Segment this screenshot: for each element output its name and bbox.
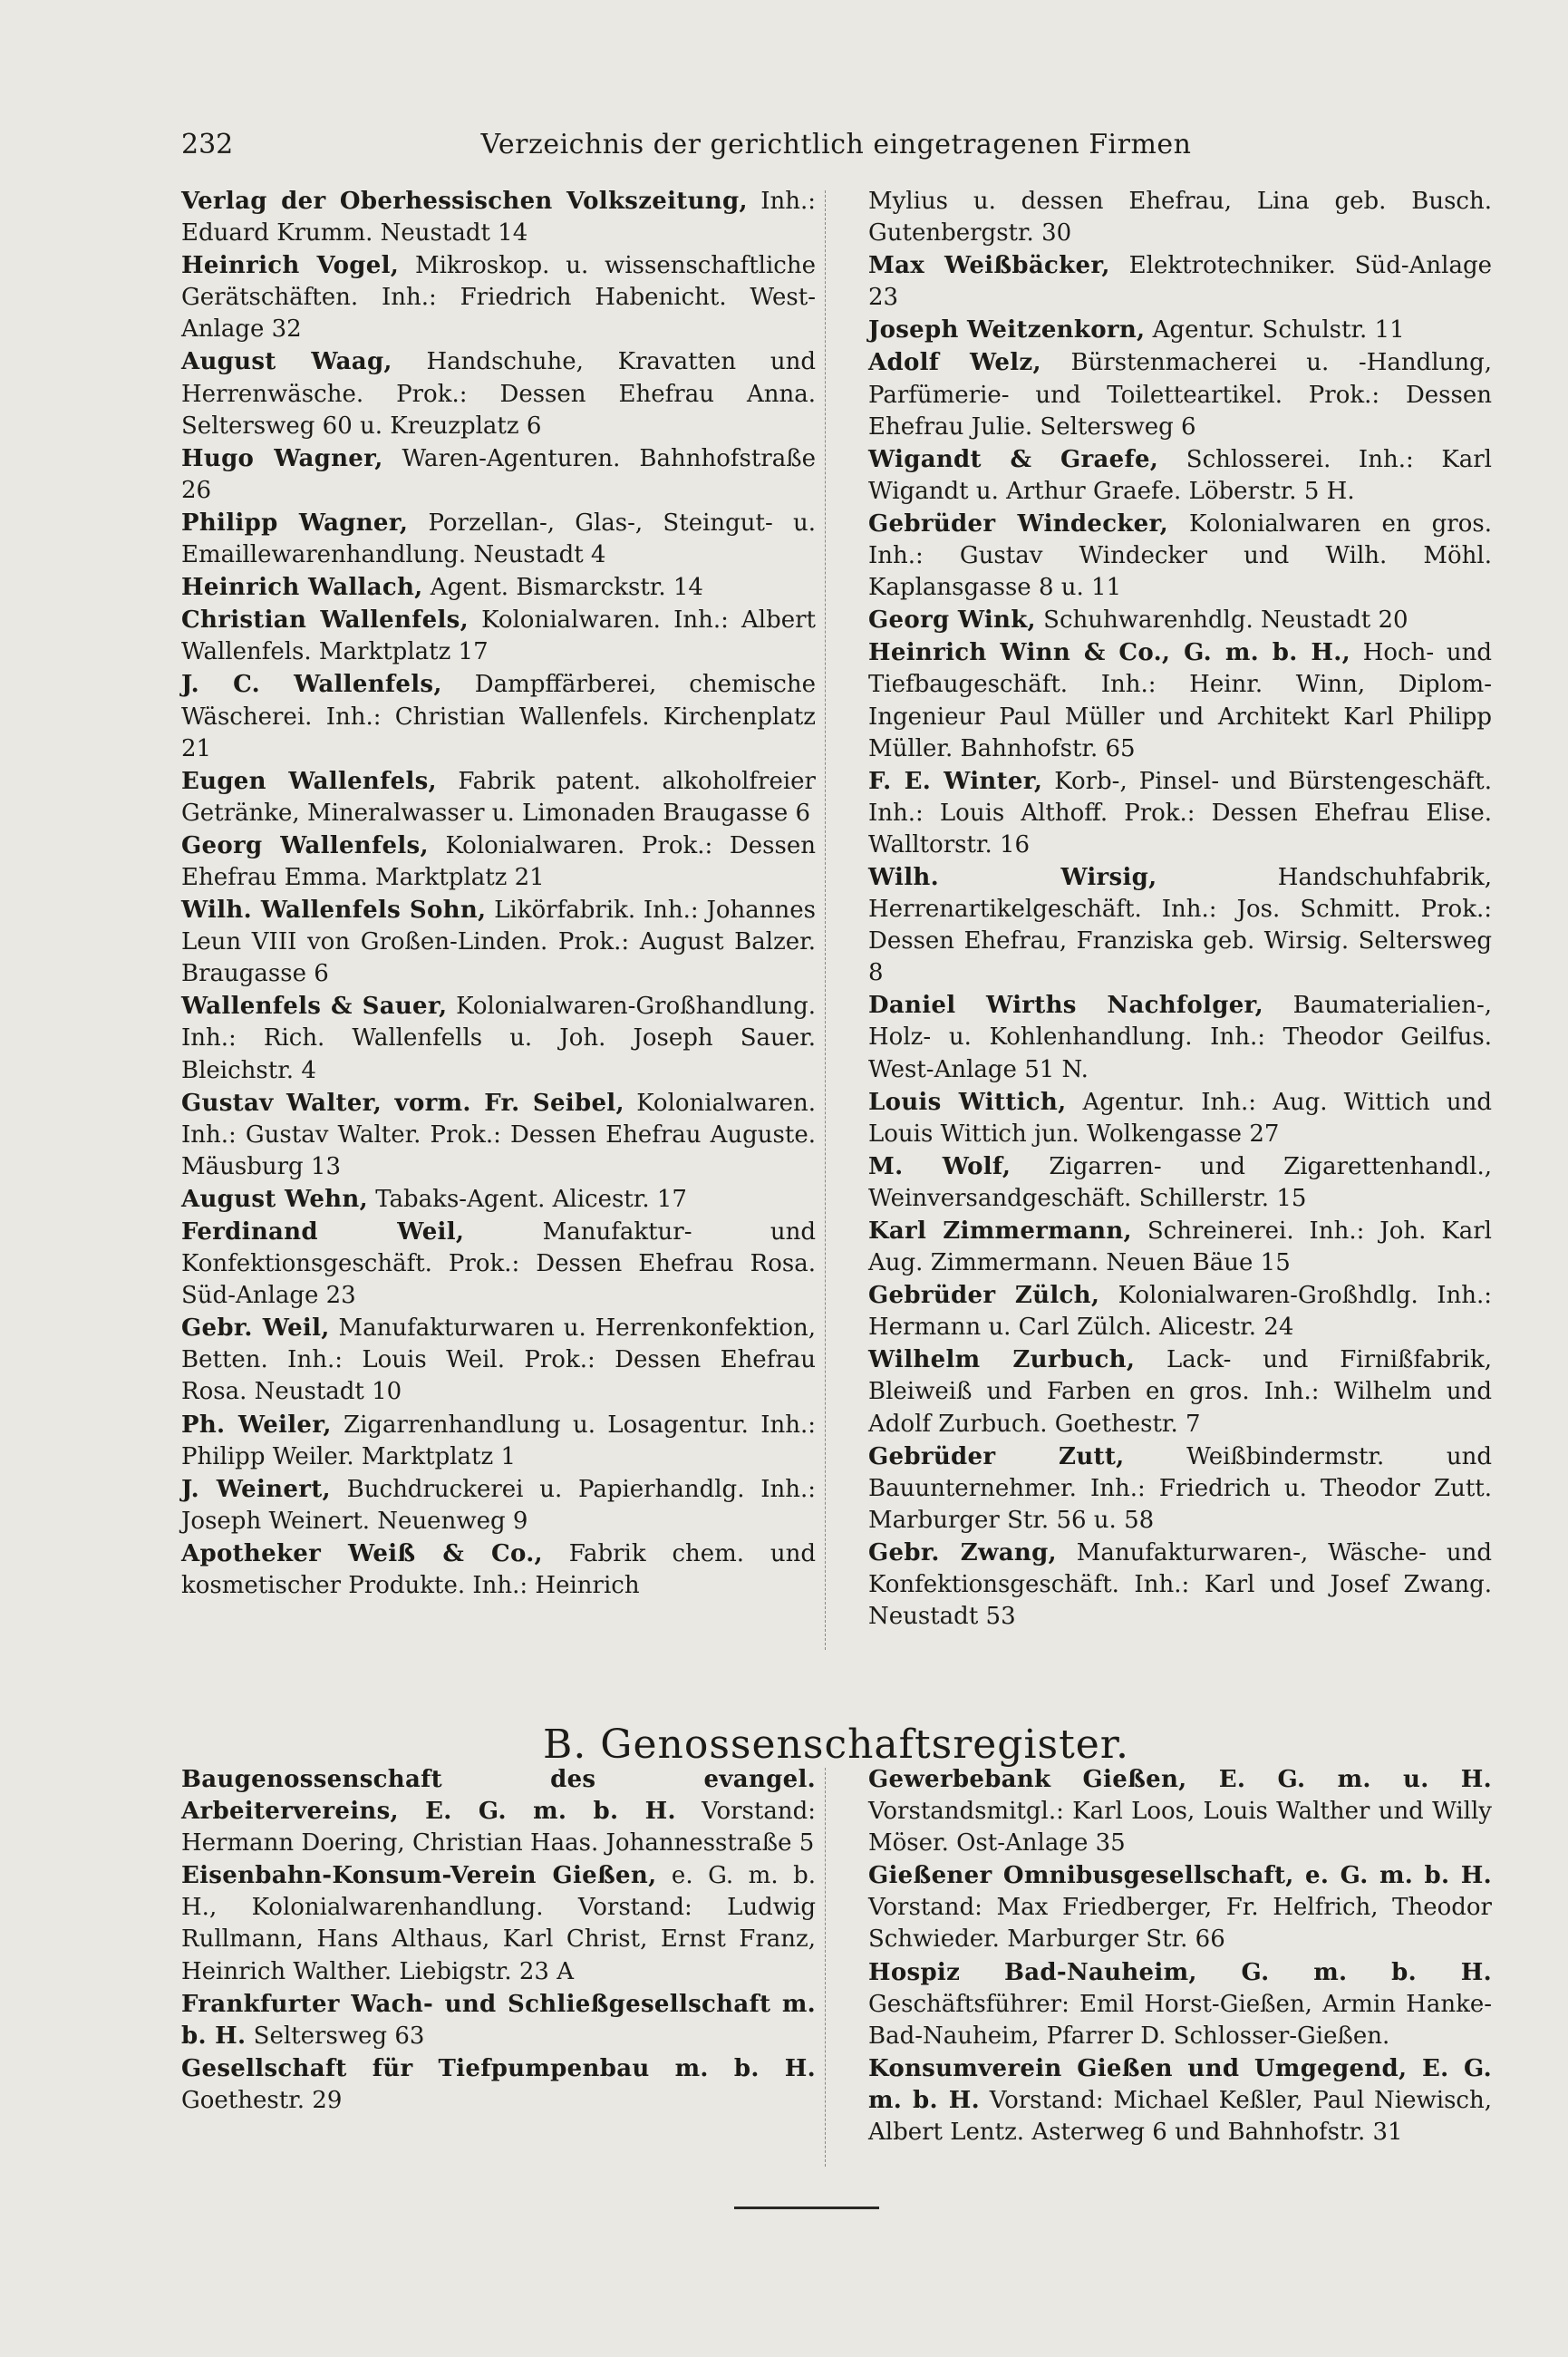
firm-details: Tabaks-Agent. Alicestr. 17 bbox=[367, 1185, 687, 1213]
firm-details: Mikroskop. u. wissenschaftliche Gerätschäften. Inh.: Friedrich Habenicht. West-Anlage 32 bbox=[181, 252, 817, 344]
firm-name: Heinrich Vogel, bbox=[181, 252, 400, 280]
firm-name: Eugen Wallenfels, bbox=[181, 767, 437, 795]
directory-entry bbox=[868, 990, 1492, 1085]
firm-details: Manufakturwaren u. Herrenkonfektion, Betten. Inh.: Louis Weil. Prok.: Dessen Ehefrau Rosa. Neustadt 10 bbox=[181, 1314, 816, 1406]
firm-name: Apotheker Weiß & Co., bbox=[181, 1539, 543, 1567]
section-b-right-column bbox=[868, 1764, 1492, 2149]
firm-details: Kolonialwaren. Prok.: Dessen Ehefrau Emma. Marktplatz 21 bbox=[181, 831, 816, 891]
section-a-right-column bbox=[868, 186, 1492, 1634]
section-b-heading: B. Genossenschaftsregister. bbox=[543, 1721, 1129, 1768]
firm-name: Karl Zimmermann, bbox=[868, 1217, 1132, 1245]
firm-name: August Waag, bbox=[181, 348, 392, 376]
firm-name: Gewerbebank Gießen, E. G. m. u. H. bbox=[868, 1766, 1492, 1793]
directory-entry bbox=[868, 1280, 1492, 1343]
firm-details: Geschäftsführer: Emil Horst-Gießen, Armin Hanke-Bad-Nauheim, Pfarrer D. Schlosser-Gießen. bbox=[868, 1990, 1492, 2050]
firm-details: Vorstandsmitgl.: Karl Loos, Louis Walther und Willy Möser. Ost-Anlage 35 bbox=[868, 1798, 1492, 1857]
firm-details: Fabrik patent. alkoholfreier Getränke, Mineralwasser u. Limonaden Braugasse 6 bbox=[181, 767, 816, 827]
directory-entry bbox=[868, 250, 1492, 314]
firm-details: Agentur. Inh.: Aug. Wittich und Louis Wittich jun. Wolkengasse 27 bbox=[868, 1088, 1492, 1148]
directory-entry bbox=[181, 572, 816, 604]
directory-entry bbox=[868, 1216, 1492, 1279]
running-title: Verzeichnis der gerichtlich eingetragenen Firmen bbox=[480, 129, 1192, 160]
firm-name: F. E. Winter, bbox=[868, 767, 1043, 795]
firm-name: Heinrich Wallach, bbox=[181, 574, 423, 602]
directory-entry bbox=[868, 1957, 1492, 2052]
directory-entry bbox=[181, 1989, 816, 2052]
firm-details: Goethestr. 29 bbox=[181, 2086, 343, 2114]
directory-entry bbox=[868, 2053, 1492, 2148]
column-divider bbox=[825, 190, 826, 1650]
firm-name: J. C. Wallenfels, bbox=[181, 671, 442, 699]
firm-name: Gebrüder Windecker, bbox=[868, 509, 1168, 538]
firm-details: Elektrotechniker. Süd-Anlage 23 bbox=[868, 252, 1492, 312]
firm-details: Baumaterialien-, Holz- u. Kohlenhandlung. Inh.: Theodor Geilfus. West-Anlage 51 N. bbox=[868, 992, 1492, 1083]
firm-name: Christian Wallenfels, bbox=[181, 606, 469, 635]
firm-details: Zigarrenhandlung u. Losagentur. Inh.: Philipp Weiler. Marktplatz 1 bbox=[181, 1411, 816, 1470]
firm-name: Gebrüder Zutt, bbox=[868, 1442, 1125, 1470]
directory-entry bbox=[181, 1764, 816, 1859]
directory-entry bbox=[868, 509, 1492, 604]
directory-entry bbox=[868, 1441, 1492, 1537]
directory-entry bbox=[181, 346, 816, 441]
directory-entry bbox=[868, 862, 1492, 989]
firm-details: Buchdruckerei u. Papierhandlg. Inh.: Joseph Weinert. Neuenweg 9 bbox=[181, 1475, 817, 1535]
firm-details: Waren-Agenturen. Bahnhofstraße 26 bbox=[181, 444, 816, 504]
firm-details: Agent. Bismarckstr. 14 bbox=[422, 574, 703, 602]
directory-entry bbox=[181, 508, 816, 571]
firm-details: Kolonialwaren-Großhandlung. Inh.: Rich. Wallenfells u. Joh. Joseph Sauer. Bleichstr. 4 bbox=[181, 993, 816, 1084]
firm-details: Mylius u. dessen Ehefrau, Lina geb. Busch. Gutenbergstr. 30 bbox=[868, 188, 1492, 247]
firm-details: Inh.: Eduard Krumm. Neustadt 14 bbox=[181, 188, 816, 247]
firm-name: Baugenossenschaft des evangel. Arbeitervereins, E. G. m. b. H. bbox=[181, 1766, 816, 1826]
firm-name: Eisenbahn-Konsum-Verein Gießen, bbox=[181, 1862, 657, 1890]
firm-details: Manufakturwaren-, Wäsche- und Konfektionsgeschäft. Inh.: Karl und Josef Zwang. Neustadt 53 bbox=[868, 1538, 1492, 1631]
firm-name: Hugo Wagner, bbox=[181, 444, 383, 472]
directory-entry bbox=[868, 186, 1492, 249]
directory-entry bbox=[868, 444, 1492, 508]
firm-name: Wallenfels & Sauer, bbox=[181, 993, 448, 1021]
firm-name: Georg Wink, bbox=[868, 606, 1036, 635]
firm-name: Wilh. Wallenfels Sohn, bbox=[181, 897, 487, 925]
firm-details: Schlosserei. Inh.: Karl Wigandt u. Arthur Graefe. Löberstr. 5 H. bbox=[868, 445, 1492, 505]
firm-details: Bürstenmacherei u. -Handlung, Parfümerie- und Toiletteartikel. Prok.: Dessen Ehefrau Julie. Seltersweg 6 bbox=[868, 349, 1492, 441]
firm-name: Gießener Omnibusgesellschaft, e. G. m. b. H. bbox=[868, 1862, 1492, 1890]
firm-name: Georg Wallenfels, bbox=[181, 831, 429, 859]
directory-entry bbox=[868, 1151, 1492, 1215]
firm-name: J. Weinert, bbox=[181, 1475, 331, 1503]
directory-entry bbox=[181, 1313, 816, 1408]
directory-entry bbox=[181, 1860, 816, 1987]
directory-entry bbox=[868, 1537, 1492, 1633]
firm-name: Gebrüder Zülch, bbox=[868, 1282, 1100, 1310]
firm-details: Seltersweg 63 bbox=[246, 2022, 425, 2050]
firm-name: Max Weißbäcker, bbox=[868, 252, 1110, 280]
directory-entry bbox=[181, 1474, 816, 1537]
directory-entry bbox=[181, 605, 816, 668]
firm-name: Louis Wittich, bbox=[868, 1088, 1067, 1116]
firm-details: Schuhwarenhdlg. Neustadt 20 bbox=[1035, 606, 1408, 635]
firm-details: Schreinerei. Inh.: Joh. Karl Aug. Zimmermann. Neuen Bäue 15 bbox=[868, 1217, 1492, 1277]
firm-name: Wilhelm Zurbuch, bbox=[868, 1346, 1136, 1374]
firm-details: Hoch- und Tiefbaugeschäft. Inh.: Heinr. Winn, Diplom-Ingenieur Paul Müller und Architekt Karl Philipp Müller. Bahnhofstr. 65 bbox=[868, 639, 1492, 762]
directory-entry bbox=[868, 605, 1492, 636]
page-number: 232 bbox=[181, 129, 234, 160]
firm-details: Agentur. Schulstr. 11 bbox=[1145, 316, 1405, 344]
directory-entry bbox=[181, 1410, 816, 1473]
firm-name: Verlag der Oberhessischen Volkszeitung, bbox=[181, 188, 748, 215]
firm-name: Konsumverein Gießen und Umgegend, E. G. m. b. H. bbox=[868, 2054, 1492, 2114]
directory-entry bbox=[868, 1344, 1492, 1440]
firm-name: Frankfurter Wach- und Schließgesellschaft m. b. H. bbox=[181, 1990, 816, 2050]
firm-details: Vorstand: Max Friedberger, Fr. Helfrich, Theodor Schwieder. Marburger Str. 66 bbox=[868, 1894, 1492, 1954]
firm-details: Weißbindermstr. und Bauunternehmer. Inh.: Friedrich u. Theodor Zutt. Marburger Str. 56 u. 58 bbox=[868, 1442, 1493, 1534]
firm-details: Handschuhfabrik, Herrenartikelgeschäft. Inh.: Jos. Schmitt. Prok.: Dessen Ehefrau, Franziska geb. Wirsig. Seltersweg 8 bbox=[868, 863, 1492, 987]
firm-name: Gebr. Weil, bbox=[181, 1314, 330, 1343]
firm-name: Gustav Walter, vorm. Fr. Seibel, bbox=[181, 1089, 624, 1117]
directory-entry bbox=[181, 443, 816, 507]
firm-name: Gebr. Zwang, bbox=[868, 1538, 1057, 1566]
firm-details: Porzellan-, Glas-, Steingut- u. Emaillewarenhandlung. Neustadt 4 bbox=[181, 509, 816, 569]
directory-entry bbox=[181, 1538, 816, 1602]
directory-entry bbox=[868, 637, 1492, 764]
directory-entry bbox=[181, 1184, 816, 1216]
directory-entry bbox=[181, 766, 816, 829]
firm-details: e. G. m. b. H., Kolonialwarenhandlung. Vorstand: Ludwig Rullmann, Hans Althaus, Karl Christ, Ernst Franz, Heinrich Walther. Liebigstr. 23 A bbox=[181, 1862, 816, 1985]
firm-name: Heinrich Winn & Co., G. m. b. H., bbox=[868, 639, 1350, 667]
directory-entry bbox=[868, 766, 1492, 861]
directory-entry bbox=[868, 1087, 1492, 1150]
directory-entry bbox=[181, 669, 816, 764]
section-a-left-column bbox=[181, 186, 816, 1603]
directory-entry bbox=[868, 1764, 1492, 1859]
firm-details: Manufaktur- und Konfektionsgeschäft. Prok.: Dessen Ehefrau Rosa. Süd-Anlage 23 bbox=[181, 1218, 816, 1310]
directory-entry bbox=[868, 315, 1492, 346]
firm-name: Gesellschaft für Tiefpumpenbau m. b. H. bbox=[181, 2054, 816, 2082]
firm-name: Ferdinand Weil, bbox=[181, 1218, 465, 1246]
page-header bbox=[181, 129, 1491, 170]
section-b-left-column bbox=[181, 1764, 816, 2118]
firm-details: Vorstand: Hermann Doering, Christian Haas. Johannesstraße 5 bbox=[181, 1798, 816, 1857]
directory-entry bbox=[181, 1217, 816, 1312]
firm-details: Dampffärberei, chemische Wäscherei. Inh.: Christian Wallenfels. Kirchenplatz 21 bbox=[181, 671, 816, 762]
firm-name: Adolf Welz, bbox=[868, 349, 1041, 377]
column-divider bbox=[825, 1768, 826, 2167]
directory-entry bbox=[181, 991, 816, 1086]
firm-name: Philipp Wagner, bbox=[181, 509, 409, 537]
end-rule bbox=[734, 2207, 879, 2209]
firm-details: Zigarren- und Zigarettenhandl., Weinversandgeschäft. Schillerstr. 15 bbox=[868, 1152, 1493, 1212]
directory-entry bbox=[181, 2053, 816, 2117]
firm-details: Korb-, Pinsel- und Bürstengeschäft. Inh.: Louis Althoff. Prok.: Dessen Ehefrau Elise. Walltorstr. 16 bbox=[868, 767, 1492, 858]
firm-name: M. Wolf, bbox=[868, 1152, 1011, 1180]
firm-details: Likörfabrik. Inh.: Johannes Leun VIII von Großen-Linden. Prok.: August Balzer. Braugasse 6 bbox=[181, 897, 816, 988]
firm-details: Handschuhe, Kravatten und Herrenwäsche. Prok.: Dessen Ehefrau Anna. Seltersweg 60 u. Kreuzplatz 6 bbox=[181, 348, 816, 440]
firm-name: Ph. Weiler, bbox=[181, 1411, 332, 1439]
firm-details: Kolonialwaren. Inh.: Gustav Walter. Prok.: Dessen Ehefrau Auguste. Mäusburg 13 bbox=[181, 1089, 816, 1180]
firm-name: August Wehn, bbox=[181, 1185, 368, 1213]
directory-entry bbox=[181, 830, 816, 894]
directory-entry bbox=[181, 250, 816, 345]
firm-name: Daniel Wirths Nachfolger, bbox=[868, 992, 1264, 1020]
firm-name: Wigandt & Graefe, bbox=[868, 445, 1159, 473]
firm-details: Kolonialwaren. Inh.: Albert Wallenfels. Marktplatz 17 bbox=[181, 606, 817, 666]
firm-name: Wilh. Wirsig, bbox=[868, 863, 1157, 891]
firm-details: Lack- und Firnißfabrik, Bleiweiß und Farben en gros. Inh.: Wilhelm und Adolf Zurbuch. Goethestr. 7 bbox=[868, 1346, 1492, 1438]
directory-entry bbox=[868, 1860, 1492, 1955]
directory-entry bbox=[181, 186, 816, 249]
directory-entry bbox=[181, 1088, 816, 1183]
firm-name: Joseph Weitzenkorn, bbox=[868, 316, 1146, 344]
firm-details: Fabrik chem. und kosmetischer Produkte. Inh.: Heinrich bbox=[181, 1539, 816, 1600]
firm-details: Vorstand: Michael Keßler, Paul Niewisch, Albert Lentz. Asterweg 6 und Bahnhofstr. 31 bbox=[868, 2086, 1492, 2147]
directory-entry bbox=[181, 895, 816, 990]
directory-entry bbox=[868, 347, 1492, 442]
firm-details: Kolonialwaren en gros. Inh.: Gustav Windecker und Wilh. Möhl. Kaplansgasse 8 u. 11 bbox=[868, 509, 1492, 602]
firm-name: Hospiz Bad-Nauheim, G. m. b. H. bbox=[868, 1958, 1492, 1986]
firm-details: Kolonialwaren-Großhdlg. Inh.: Hermann u. Carl Zülch. Alicestr. 24 bbox=[868, 1282, 1492, 1342]
